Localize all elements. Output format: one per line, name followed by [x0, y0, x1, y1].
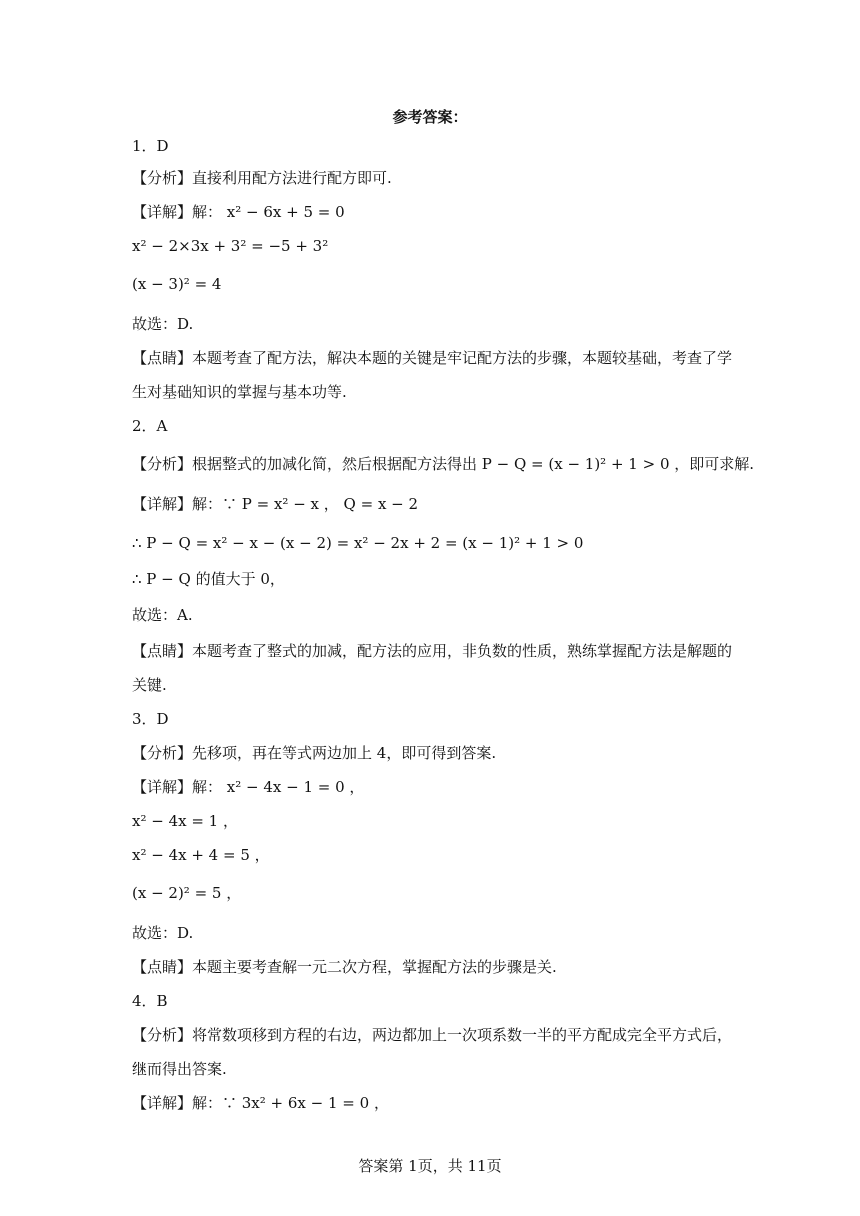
answer-3-analysis: 【分析】先移项，再在等式两边加上 4，即可得到答案. — [132, 744, 497, 762]
answer-2-number: 2．A — [132, 417, 168, 435]
answer-4-detail-step-1: 【详解】解：∵ 3x² + 6x − 1 = 0 ， — [132, 1094, 389, 1112]
answer-3-choice: 故选：D. — [132, 924, 194, 942]
answer-4-analysis-line-2: 继而得出答案. — [132, 1060, 227, 1078]
answer-1-analysis: 【分析】直接利用配方法进行配方即可. — [132, 169, 392, 187]
answer-4-number: 4．B — [132, 992, 168, 1010]
answer-2-choice: 故选：A. — [132, 606, 193, 624]
answer-2-detail-step-1: 【详解】解：∵ P = x² − x ， Q = x − 2 — [132, 495, 419, 513]
answer-3-detail-step-3: x² − 4x + 4 = 5 ， — [132, 846, 270, 864]
answer-1-detail-step-2: x² − 2×3x + 3² = −5 + 3² — [132, 237, 329, 255]
answer-2-detail-step-2: ∴ P − Q = x² − x − (x − 2) = x² − 2x + 2 = (x − 1)² + 1 > 0 — [132, 534, 584, 552]
answer-3-detail-step-1: 【详解】解： x² − 4x − 1 = 0 ， — [132, 778, 365, 796]
answer-1-comment-line-2: 生对基础知识的掌握与基本功等. — [132, 383, 347, 401]
answer-3-detail-step-2: x² − 4x = 1 ， — [132, 812, 238, 830]
page-title: 参考答案： — [392, 108, 468, 126]
answer-2-detail-step-3: ∴ P − Q 的值大于 0， — [132, 570, 285, 588]
answer-1-number: 1．D — [132, 137, 169, 155]
answer-1-comment-line-1: 【点睛】本题考查了配方法，解决本题的关键是牢记配方法的步骤，本题较基础，考查了学 — [132, 349, 733, 367]
answer-2-comment-line-1: 【点睛】本题考查了整式的加减，配方法的应用，非负数的性质，熟练掌握配方法是解题的 — [132, 642, 733, 660]
answer-1-detail-step-1: 【详解】解： x² − 6x + 5 = 0 — [132, 203, 345, 221]
answer-2-analysis: 【分析】根据整式的加减化简，然后根据配方法得出 P − Q = (x − 1)² + 1 > 0 ，即可求解. — [132, 455, 755, 473]
answer-3-number: 3．D — [132, 710, 169, 728]
answer-1-choice: 故选：D. — [132, 315, 194, 333]
page-footer: 答案第 1页，共 11页 — [358, 1157, 502, 1175]
answer-1-detail-step-3: (x − 3)² = 4 — [132, 275, 222, 293]
answer-3-comment: 【点睛】本题主要考查解一元二次方程，掌握配方法的步骤是关. — [132, 958, 557, 976]
answer-3-detail-step-4: (x − 2)² = 5 ， — [132, 884, 242, 902]
answer-4-analysis-line-1: 【分析】将常数项移到方程的右边，两边都加上一次项系数一半的平方配成完全平方式后， — [132, 1026, 733, 1044]
answer-2-comment-line-2: 关键. — [132, 676, 167, 694]
